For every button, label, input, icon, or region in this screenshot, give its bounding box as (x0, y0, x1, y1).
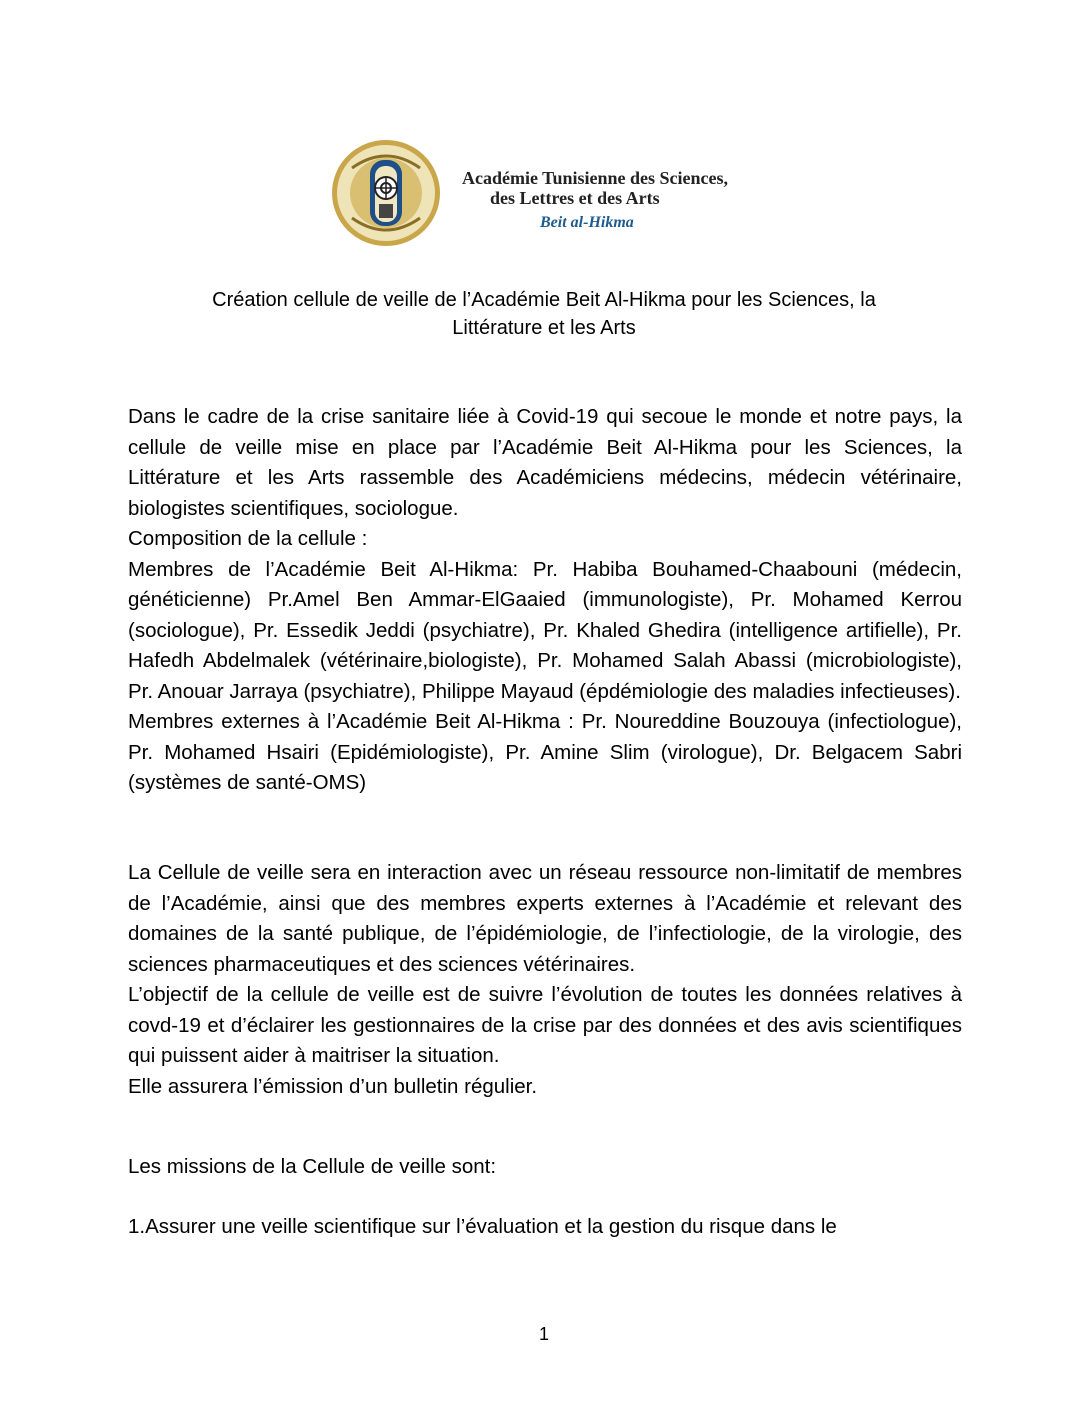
intro-section (128, 402, 962, 799)
mission-list (128, 1212, 962, 1243)
document-title (130, 286, 958, 342)
document-title-line2: Littérature et les Arts (452, 317, 636, 339)
academy-subtitle: Beit al-Hikma (540, 214, 634, 231)
mission-item-1: 1.Assurer une veille scientifique sur l’évaluation et la gestion du risque dans le (128, 1215, 837, 1238)
composition-heading: Composition de la cellule : (128, 527, 368, 550)
external-members-paragraph: Membres externes à l’Académie Beit Al-Hikma : Pr. Noureddine Bouzouya (infectiologue), Pr. Mohamed Hsairi (Epidémiologiste), Pr. Amine Slim (virologue), Dr. Belgacem Sabri (systèmes de santé-OMS) (128, 710, 962, 794)
academy-name-line2: des Lettres et des Arts (490, 188, 660, 208)
academy-seal-logo (330, 138, 442, 248)
missions-heading-block (128, 1152, 962, 1183)
intro-paragraph: Dans le cadre de la crise sanitaire liée à Covid-19 qui secoue le monde et notre pays, la cellule de veille mise en place par l’Académie Beit Al-Hikma pour les Sciences, la Littérature et les Arts rassemble des Académiciens médecins, médecin vétérinaire, biologistes scientifiques, sociologue. (128, 405, 962, 520)
page-number: 1 (538, 1324, 549, 1344)
network-section (128, 858, 962, 1102)
missions-heading: Les missions de la Cellule de veille sont: (128, 1155, 497, 1178)
academy-name (462, 168, 782, 208)
internal-members-paragraph: Membres de l’Académie Beit Al-Hikma: Pr. Habiba Bouhamed-Chaabouni (médecin, généticienne) Pr.Amel Ben Ammar-ElGaaied (immunologiste), Pr. Mohamed Kerrou (sociologue), Pr. Essedik Jeddi (psychiatre), Pr. Khaled Ghedira (intelligence artifielle), Pr. Hafedh Abdelmalek (vétérinaire,biologiste), Pr. Mohamed Salah Abassi (microbiologiste), Pr. Anouar Jarraya (psychiatre), Philippe Mayaud (épdémiologie des maladies infectieuses). (128, 557, 962, 703)
objective-paragraph: L’objectif de la cellule de veille est de suivre l’évolution de toutes les données relatives à covd-19 et d’éclairer les gestionnaires de la crise par des données et des avis scientifiques qui puissent aider à maitriser la situation. (128, 983, 962, 1067)
academy-header (330, 138, 760, 248)
academy-name-line1: Académie Tunisienne des Sciences, (462, 168, 729, 188)
document-title-line1: Création cellule de veille de l’Académie Beit Al-Hikma pour les Sciences, la (212, 289, 876, 311)
bulletin-paragraph: Elle assurera l’émission d’un bulletin régulier. (128, 1074, 538, 1098)
network-paragraph: La Cellule de veille sera en interaction avec un réseau ressource non-limitatif de membres de l’Académie, ainsi que des membres experts externes à l’Académie et relevant des domaines de la santé publique, de l’épidémiologie, de l’infectiologie, de la virologie, des sciences pharmaceutiques et des sciences vétérinaires. (128, 861, 962, 976)
